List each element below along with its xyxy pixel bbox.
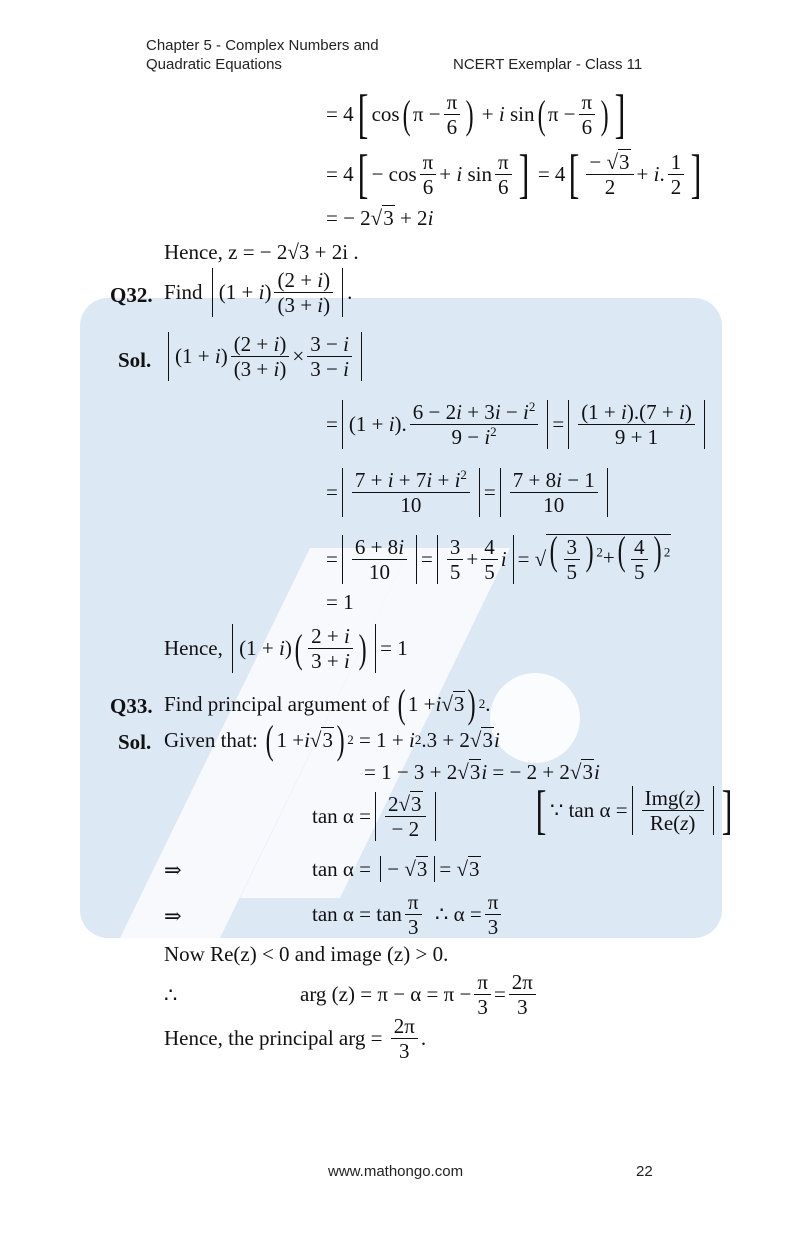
q32-hence-line: Hence, (1 + i ) ( 2 + i 3 + i ) = 1 bbox=[164, 624, 408, 674]
implies-symbol-2: ⇒ bbox=[164, 904, 182, 928]
page-number: 22 bbox=[636, 1163, 653, 1180]
q32-sol-line-1: (1 + i ) (2 + i) (3 + i) × 3 − i 3 − i bbox=[164, 332, 366, 381]
q32-question: Find (1 + i ) (2 + i) (3 + i) . bbox=[164, 268, 353, 318]
q33-sol-label: Sol. bbox=[118, 730, 152, 754]
watermark-panel bbox=[80, 298, 722, 938]
chapter-title-line2: Quadratic Equations bbox=[146, 56, 282, 73]
q32-sol-line-3: = $7 + i + 7i + i^2$ 10 = 7 + 8i − 1 10 bbox=[326, 468, 612, 517]
q33-given-line-2: = 1 − 3 + 2√3i = − 2 + 2√3i bbox=[364, 760, 600, 784]
q32-text: Find bbox=[164, 280, 203, 305]
q33-tan-line-2: tan α = − √ 3 = √ 3 bbox=[312, 856, 480, 881]
hence-z-statement: Hence, z = − 2√3 + 2i . bbox=[164, 240, 359, 264]
q32-result: = 1 bbox=[326, 590, 354, 614]
equation-line-2: = 4 [ − cos π 6 + i sin π 6 ] = 4 [ − √3 2 + i . 1 2 ] bbox=[326, 144, 702, 205]
footer-website: www.mathongo.com bbox=[328, 1163, 464, 1180]
q33-question: Find principal argument of ( 1 + i √ 3 ) 2 . bbox=[164, 681, 491, 726]
mathongo-logo-watermark bbox=[80, 298, 722, 938]
q33-given-label: Given that: bbox=[164, 727, 258, 752]
chapter-title-line1: Chapter 5 - Complex Numbers and bbox=[146, 37, 379, 54]
q32-label: Q32. bbox=[110, 283, 153, 307]
q32-sol-label: Sol. bbox=[118, 348, 152, 372]
q33-now-line: Now Re(z) < 0 and image (z) > 0. bbox=[164, 942, 449, 966]
q33-arg-text: arg (z) = π − α = π − bbox=[300, 982, 472, 1007]
q33-final-line: Hence, the principal arg = $\frac{2\pi}{3}$ . bbox=[164, 1014, 427, 1064]
book-title: NCERT Exemplar - Class 11 bbox=[453, 56, 643, 73]
therefore-symbol: ∴ bbox=[164, 983, 178, 1007]
q33-given-line: Given that: ( 1 + i √ 3 ) 2 = 1 + i 2 .3 + 2√ 3 i bbox=[164, 717, 500, 762]
equation-line-3: = − 2√3 + 2i bbox=[326, 206, 434, 230]
implies-symbol-1: ⇒ bbox=[164, 858, 182, 882]
q33-tan-line-3: tan α = tan π 3 ∴ α = π 3 bbox=[312, 890, 504, 939]
q33-final-text: Hence, the principal arg = bbox=[164, 1026, 383, 1051]
q33-tan-formula: [ ∵ tan α = Img(z) Re(z) ] bbox=[535, 780, 733, 841]
q33-text: Find principal argument of bbox=[164, 691, 390, 716]
q33-arg-line: arg (z) = π − α = π − $\frac{\pi}{3}$ = 2π 3 bbox=[300, 970, 539, 1019]
q33-label: Q33. bbox=[110, 694, 153, 718]
q32-sol-line-2: = (1 + i ). $6 - 2i + 3i - i^2$ $9 - i^2$ = (1 + i).(7 + i) 9 + 1 bbox=[326, 400, 709, 449]
q32-sol-line-4: = 6 + 8i 10 = 3 5 + 4 5 i = √ ( $\frac{3}{5}$ ) $^2$+( $\frac{4}{5}$ ) $^2$ bbox=[326, 528, 671, 585]
equation-line-1: = 4 [ cos ( π − π 6 ) + i sin ( π − π 6 ) ] bbox=[326, 84, 626, 145]
q33-tan-line-1: tan α = 2√3 − 2 bbox=[312, 792, 440, 841]
q32-hence-label: Hence, bbox=[164, 636, 223, 661]
